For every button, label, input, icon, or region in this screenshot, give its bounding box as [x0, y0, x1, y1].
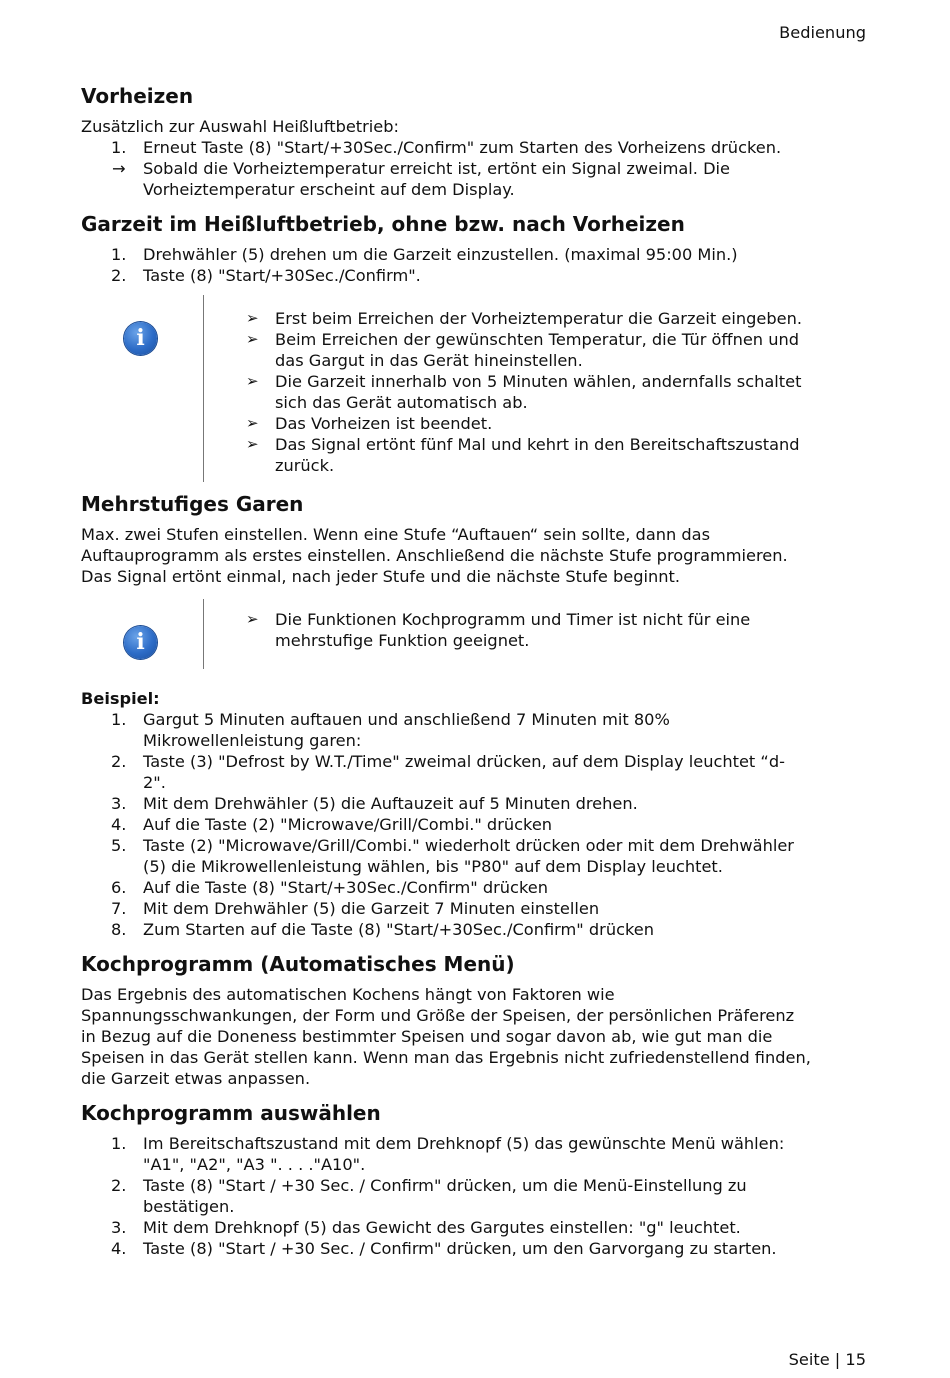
note-item: [246, 308, 871, 329]
note-text: das Gargut in das Gerät hineinstellen.: [275, 351, 583, 370]
section-kochprogramm: [81, 952, 871, 1089]
step-text: Auf die Taste (2) "Microwave/Grill/Combi." drücken: [143, 815, 553, 834]
text-line: die Garzeit etwas anpassen.: [81, 1069, 311, 1088]
note-item: [246, 329, 871, 371]
step-text: Mikrowellenleistung garen:: [143, 731, 362, 750]
step-text: 2".: [143, 773, 166, 792]
step-number: 7.: [111, 899, 127, 918]
step-number: 8.: [111, 920, 127, 939]
text-line: Das Ergebnis des automatischen Kochens hängt von Faktoren wie: [81, 985, 615, 1004]
note-divider: [203, 295, 204, 482]
list-item: [81, 877, 871, 898]
note-text: Die Funktionen Kochprogramm und Timer ist nicht für eine: [275, 610, 751, 629]
info-note: [81, 609, 871, 669]
result-line: Vorheiztemperatur erscheint auf dem Display.: [143, 180, 515, 199]
step-number: 2.: [111, 1176, 127, 1195]
text-line: Speisen in das Gerät stellen kann. Wenn man das Ergebnis nicht zufriedenstellend finden,: [81, 1048, 811, 1067]
step-text: Taste (8) "Start/+30Sec./Confirm".: [143, 266, 421, 285]
result-item: [81, 158, 871, 200]
list-item: [81, 265, 871, 286]
step-text: bestätigen.: [143, 1197, 235, 1216]
arrowhead-bullet-icon: ➢: [246, 610, 259, 628]
list-item: [81, 793, 871, 814]
section-mehrstufig: [81, 492, 871, 940]
list-item: [81, 835, 871, 877]
step-text: Taste (3) "Defrost by W.T./Time" zweimal drücken, auf dem Display leuchtet “d-: [143, 752, 785, 771]
step-text: Mit dem Drehwähler (5) die Garzeit 7 Minuten einstellen: [143, 899, 600, 918]
list-item: [81, 814, 871, 835]
note-item: [246, 371, 871, 413]
text-line: Das Signal ertönt einmal, nach jeder Stufe und die nächste Stufe beginnt.: [81, 567, 681, 586]
step-text: Taste (8) "Start / +30 Sec. / Confirm" drücken, um den Garvorgang zu starten.: [143, 1239, 777, 1258]
list-item: [81, 751, 871, 793]
step-number: 1.: [111, 138, 127, 157]
note-list: [81, 308, 871, 476]
step-number: 4.: [111, 815, 127, 834]
step-text: (5) die Mikrowellenleistung wählen, bis "P80" auf dem Display leuchtet.: [143, 857, 723, 876]
page-content: [81, 84, 871, 1259]
note-list: [81, 609, 871, 651]
step-text: Mit dem Drehknopf (5) das Gewicht des Gargutes einstellen: "g" leuchtet.: [143, 1218, 741, 1237]
list-item: [81, 244, 871, 265]
arrowhead-bullet-icon: ➢: [246, 414, 259, 432]
step-text: Im Bereitschaftszustand mit dem Drehknopf (5) das gewünschte Menü wählen:: [143, 1134, 785, 1153]
step-number: 1.: [111, 1134, 127, 1153]
step-text: Gargut 5 Minuten auftauen und anschließend 7 Minuten mit 80%: [143, 710, 670, 729]
step-number: 3.: [111, 1218, 127, 1237]
step-text: Taste (2) "Microwave/Grill/Combi." wiederholt drücken oder mit dem Drehwähler: [143, 836, 794, 855]
example-steps: [81, 709, 871, 940]
step-number: 4.: [111, 1239, 127, 1258]
note-text: sich das Gerät automatisch ab.: [275, 393, 528, 412]
note-text: Das Signal ertönt fünf Mal und kehrt in den Bereitschaftszustand: [275, 435, 800, 454]
arrowhead-bullet-icon: ➢: [246, 330, 259, 348]
heading-kochprogramm: Kochprogramm (Automatisches Menü): [81, 952, 515, 976]
list-item: [81, 137, 871, 158]
step-number: 2.: [111, 266, 127, 285]
step-text: Taste (8) "Start / +30 Sec. / Confirm" drücken, um die Menü-Einstellung zu: [143, 1176, 747, 1195]
note-divider: [203, 599, 204, 669]
text-line: Spannungsschwankungen, der Form und Größe der Speisen, der persönlichen Präferenz: [81, 1006, 795, 1025]
note-text: Die Garzeit innerhalb von 5 Minuten wählen, andernfalls schaltet: [275, 372, 802, 391]
info-icon: i: [124, 322, 157, 355]
step-number: 2.: [111, 752, 127, 771]
step-text: Drehwähler (5) drehen um die Garzeit einzustellen. (maximal 95:00 Min.): [143, 245, 738, 264]
page-number: Seite | 15: [788, 1350, 866, 1369]
kochprogramm-text: [81, 984, 871, 1089]
note-text: mehrstufige Funktion geeignet.: [275, 631, 530, 650]
list-item: [81, 709, 871, 751]
step-number: 3.: [111, 794, 127, 813]
vorheizen-steps: [81, 137, 871, 200]
text-line: Max. zwei Stufen einstellen. Wenn eine Stufe “Auftauen“ sein sollte, dann das: [81, 525, 711, 544]
text-line: in Bezug auf die Doneness bestimmter Speisen und sogar davon ab, wie gut man die: [81, 1027, 773, 1046]
arrow-right-icon: →: [112, 159, 126, 178]
note-text: Das Vorheizen ist beendet.: [275, 414, 493, 433]
list-item: [81, 898, 871, 919]
step-number: 1.: [111, 710, 127, 729]
result-line: Sobald die Vorheiztemperatur erreicht ist, ertönt ein Signal zweimal. Die: [143, 159, 731, 178]
note-text: Beim Erreichen der gewünschten Temperatur, die Tür öffnen und: [275, 330, 799, 349]
example-label: Beispiel:: [81, 689, 160, 708]
list-item: [81, 919, 871, 940]
section-garzeit: [81, 212, 871, 482]
heading-mehrstufig: Mehrstufiges Garen: [81, 492, 304, 516]
list-item: [81, 1217, 871, 1238]
step-text: Erneut Taste (8) "Start/+30Sec./Confirm" zum Starten des Vorheizens drücken.: [143, 138, 782, 157]
text-line: Auftauprogramm als erstes einstellen. Anschließend die nächste Stufe programmieren.: [81, 546, 788, 565]
info-icon: i: [124, 626, 157, 659]
list-item: [81, 1238, 871, 1259]
step-text: Zum Starten auf die Taste (8) "Start/+30Sec./Confirm" drücken: [143, 920, 654, 939]
step-number: 6.: [111, 878, 127, 897]
arrowhead-bullet-icon: ➢: [246, 435, 259, 453]
step-number: 5.: [111, 836, 127, 855]
vorheizen-intro: Zusätzlich zur Auswahl Heißluftbetrieb:: [81, 117, 399, 136]
step-text: "A1", "A2", "A3 ". . . ."A10".: [143, 1155, 366, 1174]
note-item: [246, 413, 871, 434]
heading-garzeit: Garzeit im Heißluftbetrieb, ohne bzw. nach Vorheizen: [81, 212, 685, 236]
mehrstufig-text: [81, 524, 871, 587]
step-text: Auf die Taste (8) "Start/+30Sec./Confirm" drücken: [143, 878, 548, 897]
section-vorheizen: [81, 84, 871, 200]
step-number: 1.: [111, 245, 127, 264]
note-item: [246, 609, 871, 651]
arrowhead-bullet-icon: ➢: [246, 309, 259, 327]
heading-vorheizen: Vorheizen: [81, 84, 194, 108]
arrowhead-bullet-icon: ➢: [246, 372, 259, 390]
section-auswaehlen: [81, 1101, 871, 1259]
heading-auswaehlen: Kochprogramm auswählen: [81, 1101, 381, 1125]
page-header-section: Bedienung: [779, 23, 866, 42]
note-text: zurück.: [275, 456, 335, 475]
step-text: Mit dem Drehwähler (5) die Auftauzeit auf 5 Minuten drehen.: [143, 794, 638, 813]
list-item: [81, 1175, 871, 1217]
info-note: [81, 307, 871, 482]
note-text: Erst beim Erreichen der Vorheiztemperatur die Garzeit eingeben.: [275, 309, 802, 328]
auswaehlen-steps: [81, 1133, 871, 1259]
list-item: [81, 1133, 871, 1175]
note-item: [246, 434, 871, 476]
garzeit-steps: [81, 244, 871, 286]
